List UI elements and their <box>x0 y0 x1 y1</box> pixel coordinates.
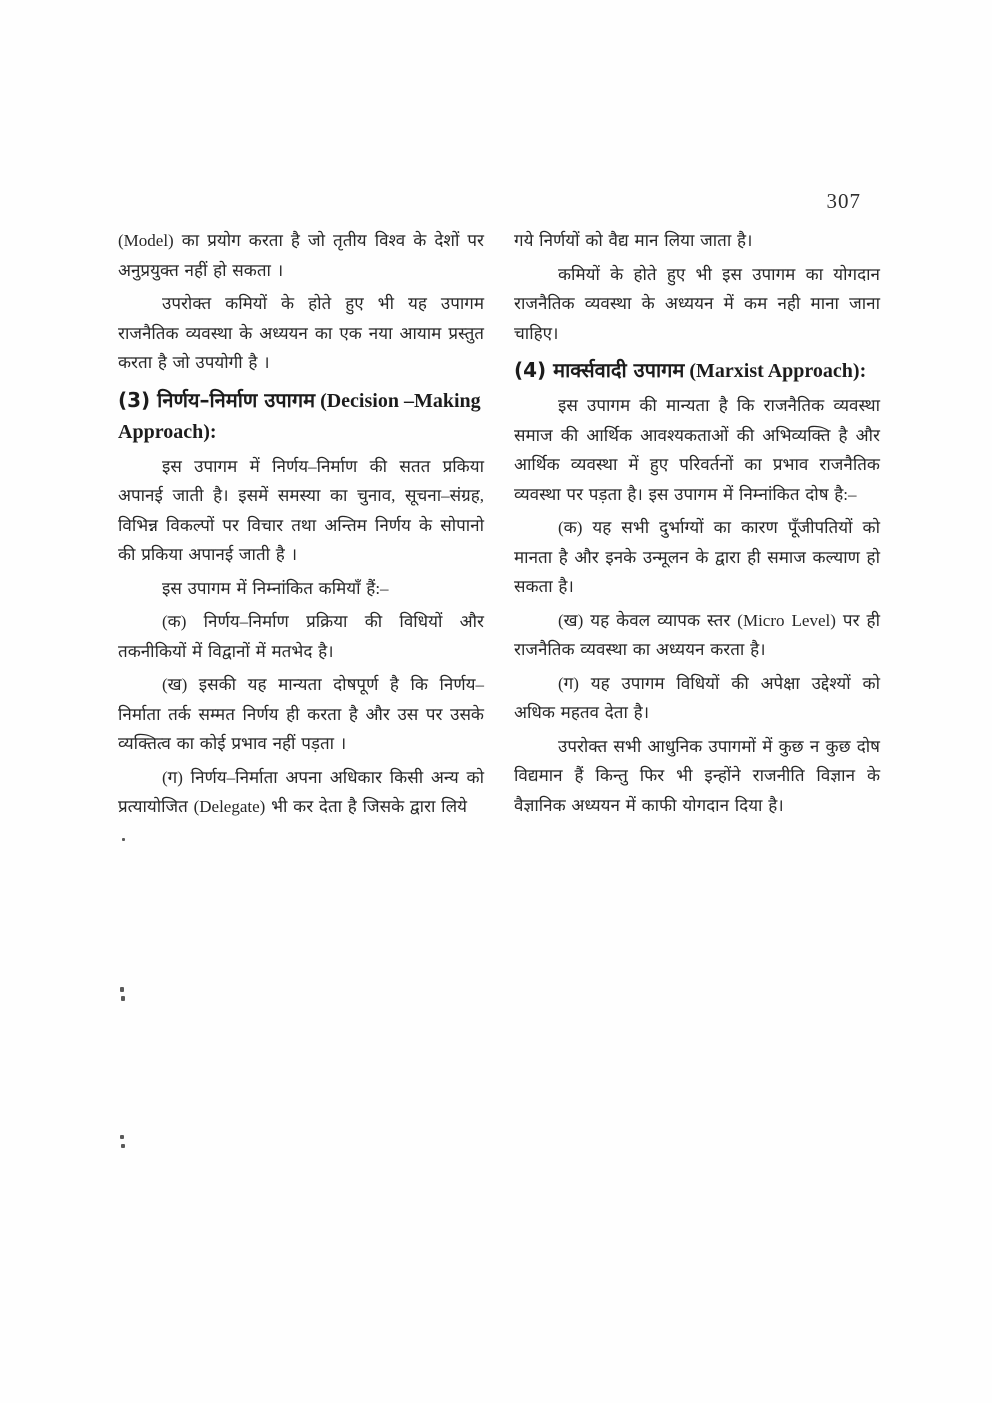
paragraph: गये निर्णयों को वैद्य मान लिया जाता है। <box>514 231 753 250</box>
list-item-ga: (ग) निर्णय–निर्माता अपना अधिकार किसी अन्य को प्रत्यायोजित (Delegate) भी कर देता है जिसके द्वारा लिये <box>118 767 484 816</box>
left-column <box>118 226 484 826</box>
heading-english-text: (Decision –Making Approach): <box>118 389 481 443</box>
scan-artifact-dot <box>120 1135 124 1139</box>
paragraph: इस उपागम में निर्णय–निर्माण की सतत प्रकिया अपानई जाती है। इसमें समस्या का चुनाव, सूचना–संग्रह, विभिन्न विकल्पों पर विचार तथा अन्तिम निर्णय के सोपानो की प्रकिया अपानई जाती है । <box>118 456 484 564</box>
scan-artifact-dot <box>120 987 124 992</box>
scan-artifact-dot <box>121 1144 125 1148</box>
paragraph: कमियों के होते हुए भी इस उपागम का योगदान राजनैतिक व्यवस्था के अध्ययन में कम नही माना जाना चाहिए। <box>514 264 880 343</box>
heading-hindi-text: (4) मार्क्सवादी उपागम <box>514 358 685 382</box>
heading-hindi-text: (3) निर्णय–निर्माण उपागम <box>118 387 316 412</box>
list-item-kha: (ख) इसकी यह मान्यता दोषपूर्ण है कि निर्णय–निर्माता तर्क सम्मत निर्णय ही करता है और उस पर उसके व्यक्तित्व का कोई प्रभाव नहीं पड़ता । <box>118 675 484 753</box>
list-item-ka: (क) यह सभी दुर्भाग्यों का कारण पूँजीपतियों को मानता है और इनके उन्मूलन के द्वारा ही समाज कल्याण हो सकता है। <box>514 518 880 596</box>
paragraph: (Model) का प्रयोग करता है जो तृतीय विश्व के देशों पर अनुप्रयुक्त नहीं हो सकता । <box>118 231 484 280</box>
list-item-ga: (ग) यह उपागम विधियों की अपेक्षा उद्देश्यों को अधिक महतव देता है। <box>514 673 880 722</box>
section-heading-marxist <box>514 355 880 387</box>
list-item-ka: (क) निर्णय–निर्माण प्रक्रिया की विधियों और तकनीकियों में विद्वानों में मतभेद है। <box>118 612 484 661</box>
section-heading-decision-making <box>118 385 484 448</box>
right-column <box>514 226 880 826</box>
paragraph: उपरोक्त सभी आधुनिक उपागमों में कुछ न कुछ दोष विद्यमान हैं किन्तु फिर भी इन्होंने राजनीति विज्ञान के वैज्ञानिक अध्ययन में काफी योगदान दिया है। <box>514 736 880 815</box>
paragraph: इस उपागम में निम्नांकित कमियाँ हैं:– <box>162 578 389 598</box>
list-item-kha: (ख) यह केवल व्यापक स्तर (Micro Level) पर ही राजनैतिक व्यवस्था का अध्ययन करता है। <box>514 610 880 659</box>
scan-artifact-dot <box>121 996 125 1001</box>
text-columns <box>118 226 880 826</box>
page-number: 307 <box>826 189 861 213</box>
scan-artifact-dot <box>122 838 125 841</box>
paragraph: इस उपागम की मान्यता है कि राजनैतिक व्यवस्था समाज की आर्थिक आवश्यकताओं की अभिव्यक्ति है और आर्थिक व्यवस्था में हुए परिवर्तनों का प्रभाव राजनैतिक व्यवस्था पर पड़ता है। इस उपागम में निम्नांकित दोष है:– <box>514 396 880 504</box>
paragraph: उपरोक्त कमियों के होते हुए भी यह उपागम राजनैतिक व्यवस्था के अध्ययन का एक नया आयाम प्रस्तुत करता है जो उपयोगी है । <box>118 294 484 372</box>
heading-english-text: (Marxist Approach): <box>689 360 867 382</box>
